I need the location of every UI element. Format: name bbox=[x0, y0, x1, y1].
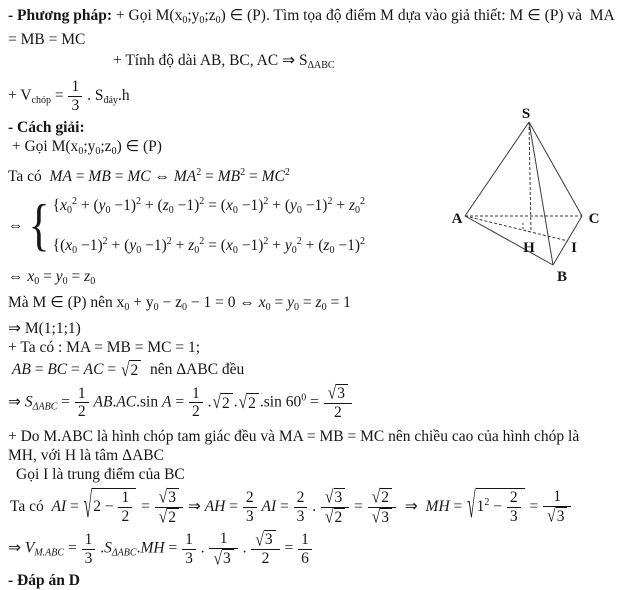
median-ai bbox=[465, 216, 568, 241]
method-heading-line: - Phương pháp: + Gọi M(x0;y0;z0) ∈ (P). Tìm tọa độ điểm M dựa vào giả thiết: M ∈ (P) và MA bbox=[8, 7, 615, 26]
method-line-wrap: = MB = MC bbox=[8, 31, 86, 48]
radical-glyph: √ bbox=[158, 486, 168, 508]
system-rows bbox=[53, 189, 365, 264]
solution-plane-condition: Mà M ∈ (P) nên x0 + y0 − z0 − 1 = 0 ⇔ x0 = y0 = z0 = 1 bbox=[8, 293, 351, 313]
radical-glyph: √ bbox=[255, 529, 264, 550]
method-step-lengths: + Tính độ dài AB, BC, AC ⇒ SΔABC bbox=[113, 52, 335, 71]
solution-pyramid-height-1: + Do M.ABC là hình chóp tam giác đều và MA = MB = MC nên chiều cao của hình chóp là bbox=[8, 427, 580, 445]
radical-glyph: √ bbox=[325, 486, 334, 508]
radical-glyph: √ bbox=[120, 359, 130, 381]
solution-ma-equals-1: + Ta có : MA = MB = MC = 1; bbox=[8, 338, 201, 356]
radical-glyph: √ bbox=[371, 506, 381, 528]
solution-ma-mb-mc: Ta có MA = MB = MC ⇔ $MA^2 = MB^2 = MC^2$ bbox=[8, 166, 290, 185]
radical-glyph: √ bbox=[213, 548, 222, 569]
vertex-label-b: B bbox=[556, 269, 568, 285]
radical-glyph: √ bbox=[158, 506, 168, 528]
equivalence-symbol: ⇔ bbox=[8, 217, 24, 235]
pyramid-svg bbox=[428, 96, 639, 296]
system-brace-icon: { bbox=[28, 193, 50, 258]
solution-midpoint-i: Gọi I là trung điểm của BC bbox=[16, 465, 185, 483]
vertex-label-s: S bbox=[521, 106, 531, 122]
edge-ab bbox=[465, 216, 553, 265]
edge-sa bbox=[465, 122, 529, 216]
solution-step-call-m: + Gọi M(x0;y0;z0) ∈ (P) bbox=[8, 137, 162, 157]
vertex-label-c: C bbox=[588, 211, 600, 227]
solution-volume: ⇒ VM.ABC = $\frac{1}{3}$ .SΔABC.MH = $\frac{1}{3}$ . 1 √ 3 . √ 3 2 = $\frac{1}{6}$ bbox=[8, 530, 635, 568]
system-equation-2: {$(x0 -1)^2 + (y0 -1)^2 + z0^2 = (x0 -1)^2 + y0^2 + (z0 -1)^2$ bbox=[52, 235, 365, 256]
solution-area-abc: ⇒ SΔABC = $\frac{1}{2}$ AB.AC.sin A = $\frac{1}{2}$ . √ 2 . √ 2 .sin $60^0$ = √ 3 2 bbox=[8, 384, 635, 422]
solution-point-m: ⇒ M(1;1;1) bbox=[8, 319, 81, 337]
radical-glyph: √ bbox=[547, 506, 556, 527]
solution-ab-sqrt2: AB = BC = AC = √ 2 nên ΔABC đều bbox=[11, 359, 245, 381]
vertex-label-a: A bbox=[451, 211, 463, 227]
solution-pyramid-height-2: MH, với H là tâm ΔABC bbox=[8, 446, 164, 464]
radical-glyph: √ bbox=[467, 486, 476, 528]
radical-glyph: √ bbox=[371, 486, 381, 508]
radical-glyph: √ bbox=[327, 383, 337, 404]
solution-ai-ah-mh: Ta có AI = √ 2 − $\frac{1}{2}$ = √ 3 √ 2 ⇒ AH = $\frac{2}{3}$ AI = $\frac{2}{3}$ . √ 3 √ 2 = √ 2 √ 3 ⇒ MH = √ $1^2$ − $\frac{2}{3}$ = 1 √ 3 bbox=[10, 488, 635, 527]
radical-glyph: √ bbox=[212, 392, 221, 414]
system-equation-1: {$x0^2 + (y0 -1)^2 + (z0 -1)^2 = (x0 -1)^2 + (y0 -1)^2 + z0^2$ bbox=[52, 195, 365, 216]
radical-glyph: √ bbox=[325, 506, 334, 528]
pyramid-figure bbox=[428, 96, 639, 296]
solution-heading: - Cách giải: bbox=[8, 118, 85, 136]
radical-glyph: √ bbox=[83, 486, 93, 528]
point-label-h: H bbox=[523, 240, 535, 256]
solution-xyz-equal: ⇔ x0 = y0 = z0 bbox=[8, 267, 96, 287]
point-label-i: I bbox=[571, 240, 577, 256]
method-step-volume: + Vchóp = $\frac{1}{3}$ . Sđáy.h bbox=[8, 78, 130, 114]
right-angle-mark bbox=[523, 223, 531, 232]
radical-glyph: √ bbox=[238, 392, 248, 414]
answer-line: - Đáp án D bbox=[8, 572, 80, 590]
